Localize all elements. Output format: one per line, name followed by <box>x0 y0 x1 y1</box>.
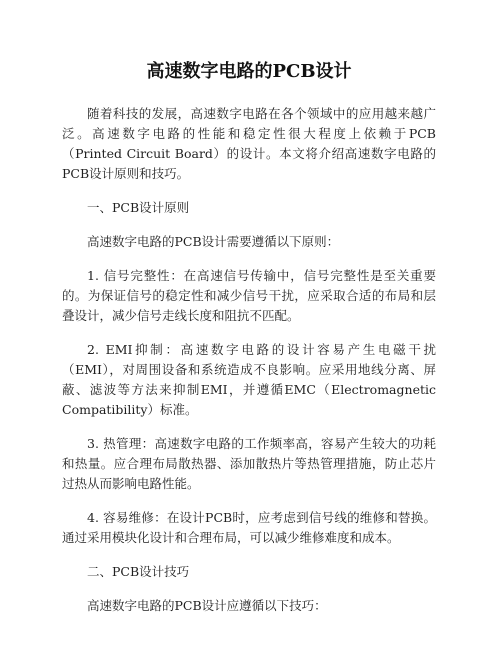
principle-maintainability: 4. 容易维修：在设计PCB时，应考虑到信号线的维修和替换。通过采用模块化设计和合理布局，可以减少维修难度和成本。 <box>62 510 436 545</box>
principle-thermal-management: 3. 热管理：高速数字电路的工作频率高，容易产生较大的功耗和热量。应合理布局散热器、添加散热片等热管理措施，防止芯片过热从而影响电路性能。 <box>62 436 436 491</box>
document-title: 高速数字电路的PCB设计 <box>146 61 352 82</box>
principle-emi-suppression: 2. EMI抑制：高速数字电路的设计容易产生电磁干扰（EMI），对周围设备和系统造成不良影响。应采用地线分离、屏蔽、滤波等方法来抑制EMI，并遵循EMC（Electromagnetic Compatibility）标准。 <box>62 342 436 417</box>
section-heading-techniques: 二、PCB设计技巧 <box>87 564 190 579</box>
section-lead-principles: 高速数字电路的PCB设计需要遵循以下原则： <box>87 234 340 249</box>
section-lead-techniques: 高速数字电路的PCB设计应遵循以下技巧： <box>87 598 327 613</box>
principle-signal-integrity: 1. 信号完整性：在高速信号传输中，信号完整性是至关重要的。为保证信号的稳定性和减少信号干扰，应采取合适的布局和层叠设计，减少信号走线长度和阻抗不匹配。 <box>62 268 436 323</box>
intro-paragraph: 随着科技的发展，高速数字电路在各个领域中的应用越来越广泛。高速数字电路的性能和稳定性很大程度上依赖于PCB（Printed Circuit Board）的设计。本文将介绍高速数字电路的PCB设计原则和技巧。 <box>62 106 436 181</box>
section-heading-principles: 一、PCB设计原则 <box>87 200 190 215</box>
